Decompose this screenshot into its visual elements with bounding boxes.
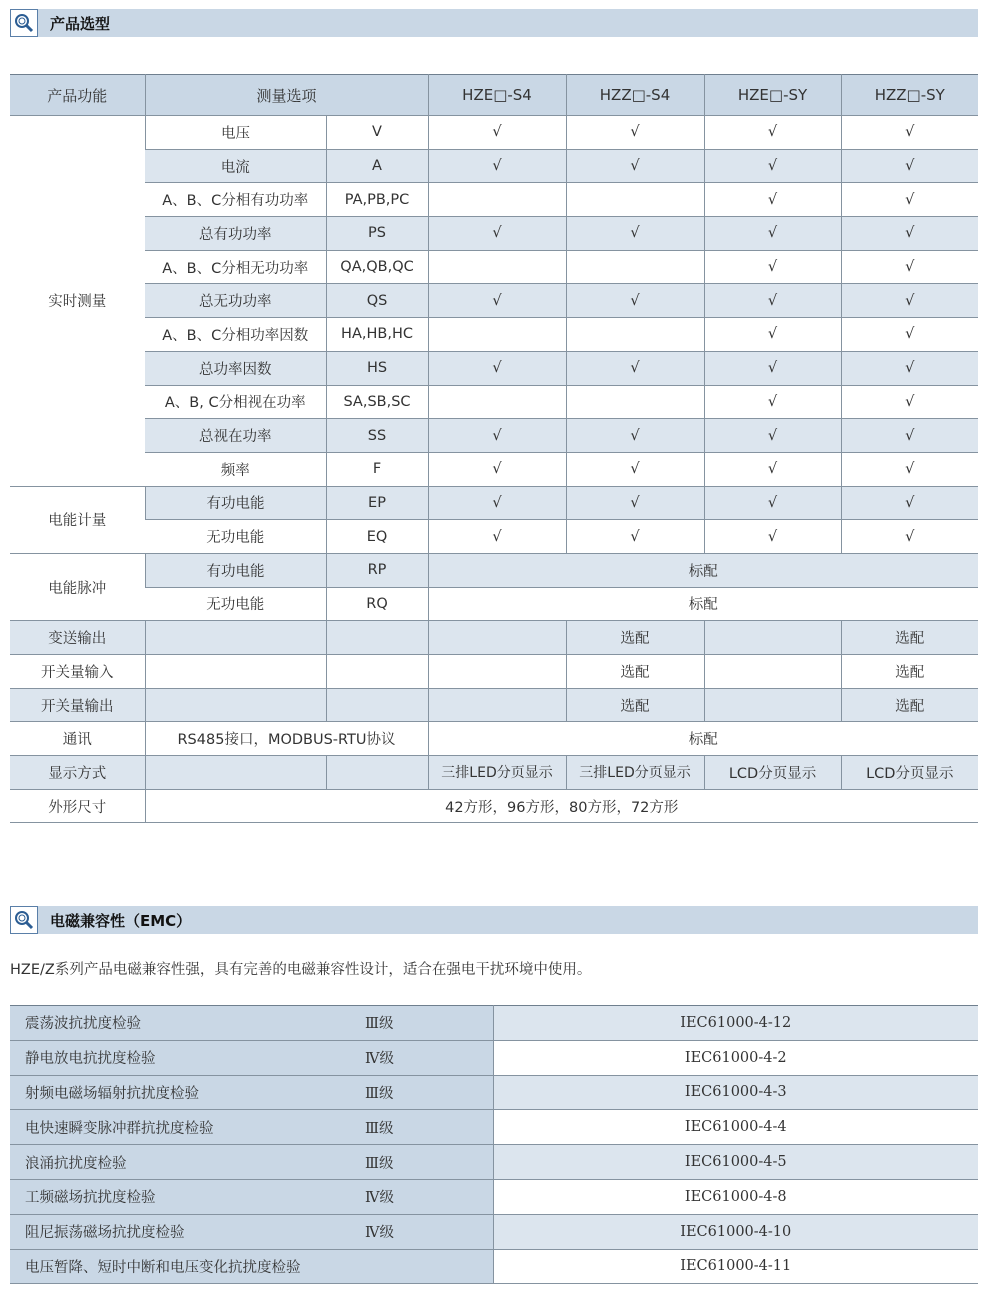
check-cell xyxy=(428,385,566,419)
check-cell: √ xyxy=(841,183,978,217)
emc-level: Ⅳ级 xyxy=(365,1040,493,1075)
option-name: 电压 xyxy=(145,116,326,150)
check-cell: √ xyxy=(566,486,704,520)
header-model: HZZ□-SY xyxy=(841,75,978,116)
option-cell: 选配 xyxy=(566,655,704,689)
check-cell: √ xyxy=(428,149,566,183)
option-name: 无功电能 xyxy=(145,587,326,621)
table-row xyxy=(10,486,978,520)
table-row xyxy=(10,284,978,318)
table-row xyxy=(10,1145,978,1180)
table-row xyxy=(10,1110,978,1145)
display-cell: LCD分页显示 xyxy=(704,756,841,790)
check-cell: √ xyxy=(841,149,978,183)
check-cell: √ xyxy=(428,351,566,385)
check-cell: √ xyxy=(704,452,841,486)
check-cell: √ xyxy=(841,419,978,453)
check-cell: √ xyxy=(704,149,841,183)
option-cell: 选配 xyxy=(841,688,978,722)
emc-standard: IEC61000-4-3 xyxy=(493,1075,978,1110)
table-row xyxy=(10,318,978,352)
check-cell: √ xyxy=(841,250,978,284)
display-cell: 三排LED分页显示 xyxy=(428,756,566,790)
product-selection-table xyxy=(10,74,978,823)
check-cell: √ xyxy=(566,217,704,251)
emc-standard: IEC61000-4-10 xyxy=(493,1214,978,1249)
empty-cell xyxy=(326,688,428,722)
option-name: 有功电能 xyxy=(145,553,326,587)
check-cell: √ xyxy=(704,183,841,217)
table-row xyxy=(10,1249,978,1284)
check-cell: √ xyxy=(566,149,704,183)
check-cell: √ xyxy=(704,116,841,150)
emc-standard: IEC61000-4-8 xyxy=(493,1179,978,1214)
magnifier-icon xyxy=(10,9,38,37)
option-code: QS xyxy=(326,284,428,318)
emc-test: 电快速瞬变脉冲群抗扰度检验 xyxy=(10,1110,365,1145)
section-header-emc xyxy=(10,906,978,934)
check-cell: √ xyxy=(428,452,566,486)
table-row xyxy=(10,1075,978,1110)
empty-cell xyxy=(326,756,428,790)
check-cell: √ xyxy=(841,284,978,318)
emc-level xyxy=(365,1249,493,1284)
check-cell: √ xyxy=(566,452,704,486)
check-cell: √ xyxy=(841,385,978,419)
empty-cell xyxy=(704,688,841,722)
table-row xyxy=(10,419,978,453)
empty-cell xyxy=(145,655,326,689)
header-model: HZE□-S4 xyxy=(428,75,566,116)
option-code: F xyxy=(326,452,428,486)
header-measurement: 测量选项 xyxy=(145,75,428,116)
emc-level: Ⅳ级 xyxy=(365,1214,493,1249)
check-cell: √ xyxy=(704,486,841,520)
group-label: 实时测量 xyxy=(10,116,145,487)
header-function: 产品功能 xyxy=(10,75,145,116)
standard-cell: 标配 xyxy=(428,553,978,587)
option-cell: 选配 xyxy=(841,655,978,689)
option-cell: 选配 xyxy=(566,688,704,722)
emc-test: 阻尼振荡磁场抗扰度检验 xyxy=(10,1214,365,1249)
feature-label: 开关量输出 xyxy=(10,688,145,722)
table-row xyxy=(10,1006,978,1041)
header-model: HZZ□-S4 xyxy=(566,75,704,116)
option-name: 频率 xyxy=(145,452,326,486)
table-row xyxy=(10,688,978,722)
feature-label: 通讯 xyxy=(10,722,145,756)
check-cell: √ xyxy=(704,385,841,419)
check-cell: √ xyxy=(704,318,841,352)
check-cell: √ xyxy=(704,520,841,554)
check-cell xyxy=(566,318,704,352)
check-cell: √ xyxy=(428,486,566,520)
option-code: RQ xyxy=(326,587,428,621)
option-name: 总功率因数 xyxy=(145,351,326,385)
empty-cell xyxy=(704,655,841,689)
display-cell: 三排LED分页显示 xyxy=(566,756,704,790)
section-title: 产品选型 xyxy=(50,14,111,33)
check-cell: √ xyxy=(841,116,978,150)
emc-test: 浪涌抗扰度检验 xyxy=(10,1145,365,1180)
option-cell: 选配 xyxy=(566,621,704,655)
option-name: 无功电能 xyxy=(145,520,326,554)
emc-level: Ⅲ级 xyxy=(365,1006,493,1041)
standard-cell: 标配 xyxy=(428,722,978,756)
option-name: 电流 xyxy=(145,149,326,183)
header-model: HZE□-SY xyxy=(704,75,841,116)
table-row xyxy=(10,520,978,554)
empty-cell xyxy=(326,655,428,689)
option-code: QA,QB,QC xyxy=(326,250,428,284)
emc-level: Ⅳ级 xyxy=(365,1179,493,1214)
table-row xyxy=(10,1040,978,1075)
table-row xyxy=(10,217,978,251)
check-cell: √ xyxy=(841,351,978,385)
option-name: A、B、C分相功率因数 xyxy=(145,318,326,352)
option-name: 有功电能 xyxy=(145,486,326,520)
option-code: HS xyxy=(326,351,428,385)
feature-label: 外形尺寸 xyxy=(10,789,145,823)
comm-option: RS485接口，MODBUS-RTU协议 xyxy=(145,722,428,756)
emc-test: 工频磁场抗扰度检验 xyxy=(10,1179,365,1214)
check-cell xyxy=(428,250,566,284)
check-cell: √ xyxy=(841,318,978,352)
table-row xyxy=(10,250,978,284)
option-code: SA,SB,SC xyxy=(326,385,428,419)
check-cell: √ xyxy=(704,284,841,318)
check-cell xyxy=(566,250,704,284)
emc-table xyxy=(10,1005,978,1284)
table-row xyxy=(10,553,978,587)
empty-cell xyxy=(704,621,841,655)
emc-standard: IEC61000-4-4 xyxy=(493,1110,978,1145)
check-cell: √ xyxy=(428,116,566,150)
emc-level: Ⅲ级 xyxy=(365,1145,493,1180)
option-code: EP xyxy=(326,486,428,520)
group-label: 电能脉冲 xyxy=(10,553,145,620)
emc-standard: IEC61000-4-11 xyxy=(493,1249,978,1284)
empty-cell xyxy=(428,688,566,722)
check-cell: √ xyxy=(566,116,704,150)
check-cell: √ xyxy=(428,419,566,453)
option-name: 总无功功率 xyxy=(145,284,326,318)
table-row xyxy=(10,789,978,823)
table-row xyxy=(10,149,978,183)
empty-cell xyxy=(145,621,326,655)
table-row xyxy=(10,1179,978,1214)
feature-label: 开关量输入 xyxy=(10,655,145,689)
option-code: HA,HB,HC xyxy=(326,318,428,352)
check-cell: √ xyxy=(841,452,978,486)
check-cell xyxy=(566,183,704,217)
check-cell: √ xyxy=(428,520,566,554)
emc-intro: HZE/Z系列产品电磁兼容性强，具有完善的电磁兼容性设计，适合在强电干扰环境中使用。 xyxy=(10,962,592,978)
option-code: RP xyxy=(326,553,428,587)
emc-level: Ⅲ级 xyxy=(365,1110,493,1145)
option-name: A、B、C分相无功功率 xyxy=(145,250,326,284)
table-row xyxy=(10,116,978,150)
emc-test: 静电放电抗扰度检验 xyxy=(10,1040,365,1075)
table-row xyxy=(10,351,978,385)
option-code: EQ xyxy=(326,520,428,554)
check-cell: √ xyxy=(704,419,841,453)
emc-level: Ⅲ级 xyxy=(365,1075,493,1110)
check-cell: √ xyxy=(566,284,704,318)
table-row xyxy=(10,655,978,689)
option-name: 总有功功率 xyxy=(145,217,326,251)
emc-test: 震荡波抗扰度检验 xyxy=(10,1006,365,1041)
table-header-row xyxy=(10,75,978,116)
table-row xyxy=(10,621,978,655)
option-code: SS xyxy=(326,419,428,453)
table-row xyxy=(10,722,978,756)
option-code: PS xyxy=(326,217,428,251)
emc-test: 电压暂降、短时中断和电压变化抗扰度检验 xyxy=(10,1249,365,1284)
section-header-product-selection xyxy=(10,9,978,37)
feature-label: 显示方式 xyxy=(10,756,145,790)
magnifier-icon xyxy=(10,906,38,934)
option-code: A xyxy=(326,149,428,183)
section-title: 电磁兼容性（EMC） xyxy=(50,911,192,930)
standard-cell: 标配 xyxy=(428,587,978,621)
check-cell: √ xyxy=(566,419,704,453)
option-cell: 选配 xyxy=(841,621,978,655)
empty-cell xyxy=(326,621,428,655)
check-cell: √ xyxy=(566,520,704,554)
option-name: A、B, C分相视在功率 xyxy=(145,385,326,419)
table-row xyxy=(10,1214,978,1249)
table-row xyxy=(10,756,978,790)
display-cell: LCD分页显示 xyxy=(841,756,978,790)
check-cell: √ xyxy=(841,486,978,520)
empty-cell xyxy=(145,756,326,790)
emc-standard: IEC61000-4-12 xyxy=(493,1006,978,1041)
emc-standard: IEC61000-4-2 xyxy=(493,1040,978,1075)
feature-label: 变送输出 xyxy=(10,621,145,655)
option-name: 总视在功率 xyxy=(145,419,326,453)
check-cell: √ xyxy=(704,351,841,385)
option-code: V xyxy=(326,116,428,150)
empty-cell xyxy=(428,655,566,689)
check-cell xyxy=(428,183,566,217)
option-code: PA,PB,PC xyxy=(326,183,428,217)
check-cell: √ xyxy=(428,217,566,251)
table-row xyxy=(10,587,978,621)
empty-cell xyxy=(145,688,326,722)
empty-cell xyxy=(428,621,566,655)
table-row xyxy=(10,452,978,486)
option-name: A、B、C分相有功功率 xyxy=(145,183,326,217)
check-cell xyxy=(428,318,566,352)
emc-standard: IEC61000-4-5 xyxy=(493,1145,978,1180)
group-label: 电能计量 xyxy=(10,486,145,553)
check-cell: √ xyxy=(704,217,841,251)
check-cell: √ xyxy=(704,250,841,284)
table-row xyxy=(10,385,978,419)
table-row xyxy=(10,183,978,217)
size-cell: 42方形，96方形，80方形，72方形 xyxy=(145,789,978,823)
emc-test: 射频电磁场辐射抗扰度检验 xyxy=(10,1075,365,1110)
check-cell: √ xyxy=(841,520,978,554)
check-cell xyxy=(566,385,704,419)
check-cell: √ xyxy=(841,217,978,251)
check-cell: √ xyxy=(428,284,566,318)
check-cell: √ xyxy=(566,351,704,385)
